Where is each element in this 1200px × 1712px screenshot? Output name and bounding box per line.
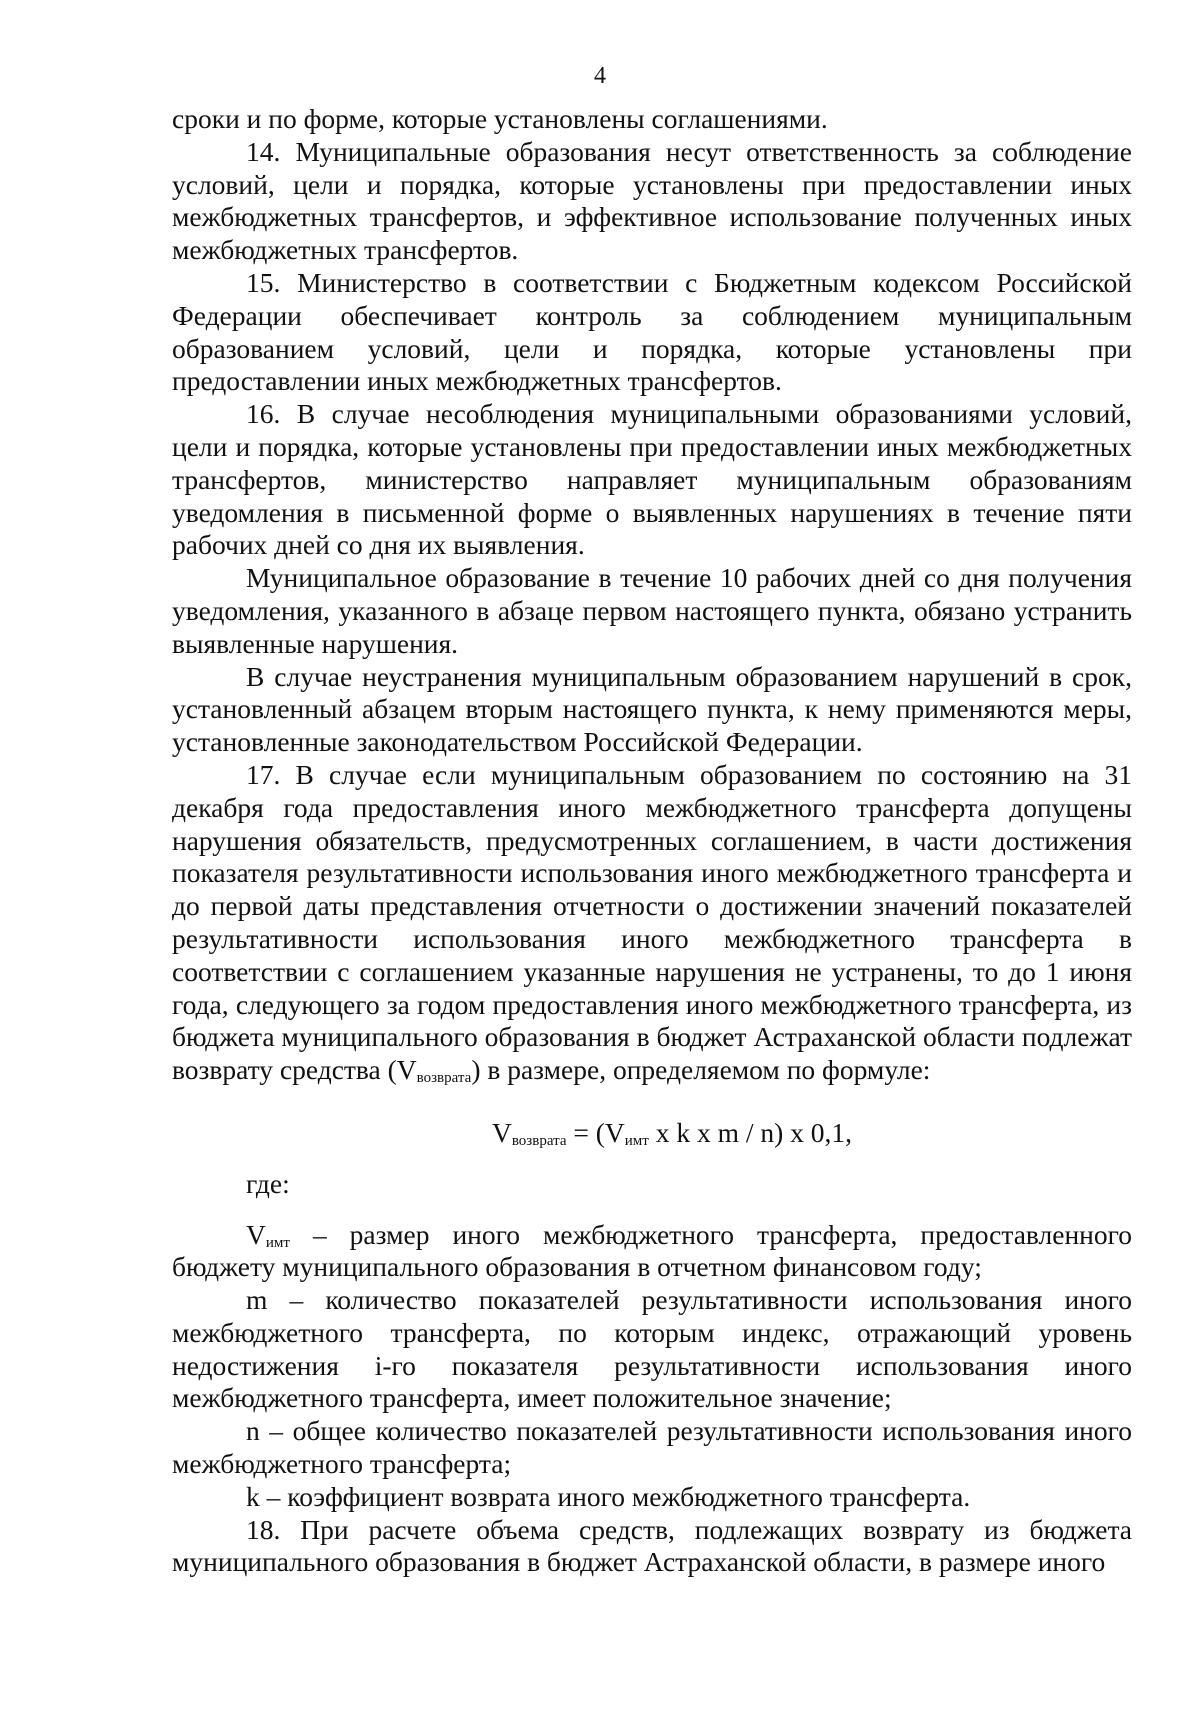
paragraph-17 bbox=[172, 759, 1132, 1087]
paragraph-17-text-end: ) в размере, определяемом по формуле: bbox=[471, 1054, 931, 1086]
paragraph-18: 18. При расчете объема средств, подлежащих возврату из бюджета муниципального образования в бюджет Астраханской области, в размере иного bbox=[172, 1513, 1132, 1578]
paragraph-15: 15. Министерство в соответствии с Бюджетным кодексом Российской Федерации обеспечивает контроль за соблюдением муниципальным образованием условий, цели и порядка, которые установлены при предоставлении иных межбюджетных трансфертов. bbox=[172, 266, 1132, 397]
paragraph-16-second: Муниципальное образование в течение 10 рабочих дней со дня получения уведомления, указанного в абзаце первом настоящего пункта, обязано устранить выявленные нарушения. bbox=[172, 562, 1132, 659]
definition-v-text: – размер иного межбюджетного трансферта, предоставленного бюджету муниципального образования в отчетном финансовом году; bbox=[172, 1218, 1132, 1283]
formula-middle: = (V bbox=[566, 1116, 625, 1148]
where-label: где: bbox=[246, 1167, 290, 1199]
definition-n: n – общее количество показателей результативности использования иного межбюджетного трансферта; bbox=[172, 1415, 1132, 1480]
return-formula bbox=[172, 1117, 1132, 1150]
definition-v-subscript: имт bbox=[265, 1234, 290, 1251]
definition-v-symbol: V bbox=[246, 1218, 266, 1250]
definition-k: k – коэффициент возврата иного межбюджетного трансферта. bbox=[246, 1480, 971, 1512]
paragraph-16: 16. В случае несоблюдения муниципальными образованиями условий, цели и порядка, которые установлены при предоставлении иных межбюджетных трансфертов, министерство направляет муниципальным образованиям уведомления в письменной форме о выявленных нарушениях в течение пяти рабочих дней со дня их выявления. bbox=[172, 398, 1132, 561]
paragraph-17-text: 17. В случае если муниципальным образованием по состоянию на 31 декабря года предоставления иного межбюджетного трансферта допущены нарушения обязательств, предусмотренных соглашением, в части достижения показателя результативности использования иного межбюджетного трансферта и до первой даты представления отчетности о достижении значений показателей результативности использования иного межбюджетного трансферта в соответствии с соглашением указанные нарушения не устранены, то до 1 июня года, следующего за годом предоставления иного межбюджетного трансферта, из бюджета муниципального образования в бюджет Астраханской области подлежат возврату средства (V bbox=[172, 758, 1132, 1086]
paragraph-14: 14. Муниципальные образования несут ответственность за соблюдение условий, цели и порядка, которые установлены при предоставлении иных межбюджетных трансфертов, и эффективное использование полученных иных межбюджетных трансфертов. bbox=[172, 135, 1132, 266]
formula-end: x k x m / n) x 0,1, bbox=[648, 1116, 853, 1148]
formula-subscript-return: возврата bbox=[511, 1132, 567, 1149]
formula-subscript-imt: имт bbox=[624, 1132, 649, 1149]
document-body bbox=[172, 103, 1132, 1579]
paragraph-17-subscript: возврата bbox=[416, 1070, 472, 1087]
definition-m: m – количество показателей результативности использования иного межбюджетного трансферта, по которым индекс, отражающий уровень недостижения i-го показателя результативности использования иного межбюджетного трансферта, имеет положительное значение; bbox=[172, 1284, 1132, 1414]
formula-v-symbol: V bbox=[491, 1116, 512, 1148]
paragraph-16-third: В случае неустранения муниципальным образованием нарушений в срок, установленный абзацем вторым настоящего пункта, к нему применяются меры, установленные законодательством Российской Федерации. bbox=[172, 660, 1132, 758]
paragraph-continuation: сроки и по форме, которые установлены соглашениями. bbox=[172, 103, 828, 134]
definition-v-imt bbox=[172, 1219, 1132, 1285]
page-number: 4 bbox=[594, 63, 606, 89]
